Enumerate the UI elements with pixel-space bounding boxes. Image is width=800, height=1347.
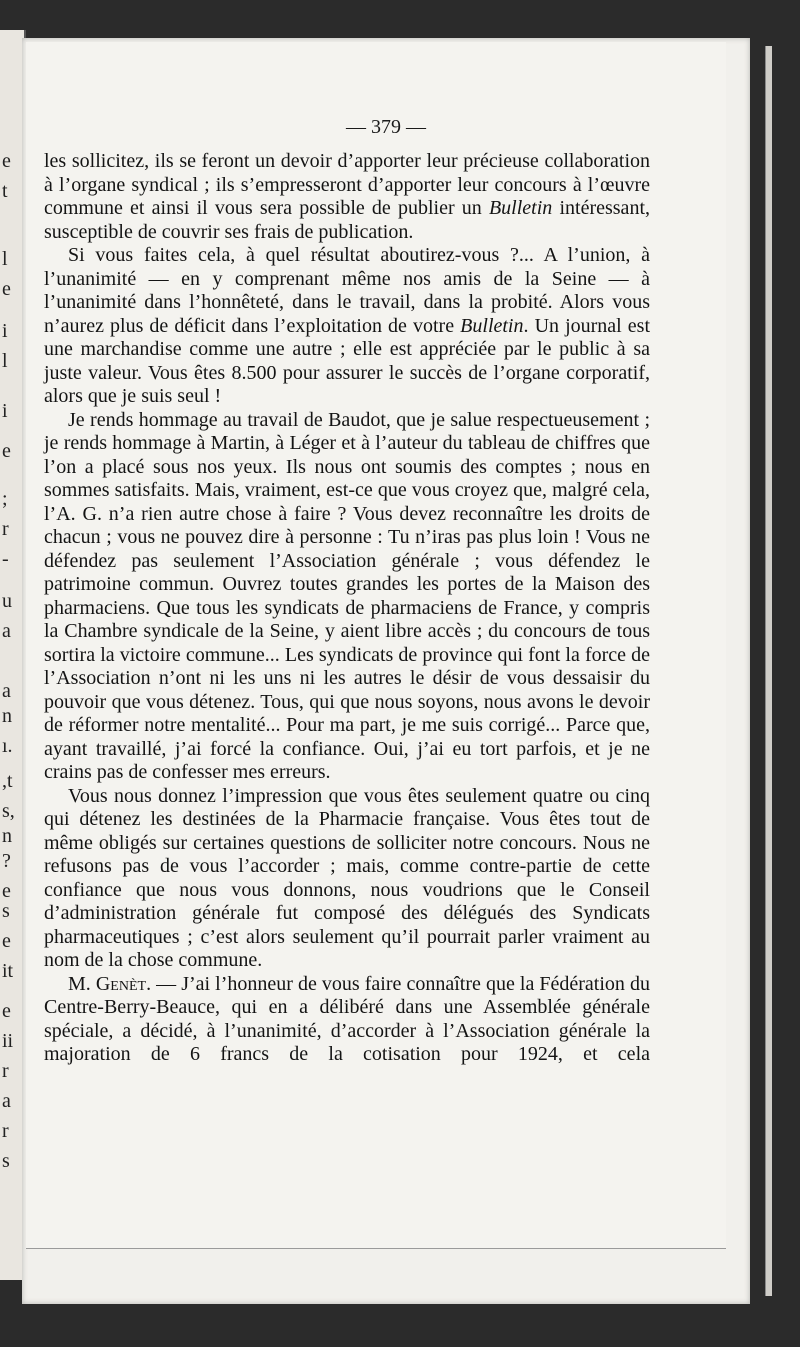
left-edge-glyph: l (2, 248, 8, 270)
text-segment: . — J’ai l’honneur de vous faire connaître que la Fédération du Centre-Berry-Beauce, qui en a délibéré dans une Assemblée générale spéciale, a décidé, à l’unanimité, d’accorder à l’Association générale la majoration de 6 francs de la cotisation pour 1924, et cela (44, 972, 650, 1065)
left-edge-glyph: r (2, 518, 9, 540)
text-segment: Si vous faites cela, à quel résultat aboutirez-vous ?... A l’union, à l’unanimité — en y comprenant même nos amis de la Seine — à l’unanimité dans l’honnêteté, dans le travail, dans la probité. Alors vous n’aurez plus de déficit dans l’exploitation de votre (44, 244, 650, 337)
left-edge-glyph: n (2, 825, 12, 847)
left-edge-glyph: a (2, 680, 11, 702)
left-edge-glyph: ı. (2, 735, 13, 757)
page-sheet (22, 38, 750, 1304)
paragraph (44, 150, 650, 244)
left-edge-glyph: e (2, 1000, 11, 1022)
text-segment: Je rends hommage au travail de Baudot, que je salue respectueusement ; je rends hommage à Martin, à Léger et à l’auteur du tableau de chiffres que l’on a placé sous nos yeux. Ils nous ont soumis des comptes ; nous en sommes satisfaits. Mais, vraiment, est-ce que vous croyez que, malgré cela, l’A. G. n’a rien autre chose à faire ? Vous devez reconnaître les droits de chacun ; vous ne pouvez dire à personne : Tu n’iras pas plus loin ! Vous ne défendez pas seulement l’Association générale ; vous défendez le patrimoine commun. Ouvrez toutes grandes les portes de la Maison des pharmaciens. Que tous les syndicats de pharmaciens de France, y compris la Chambre syndicale de la Seine, y aient libre accès ; du concours de tous sortira la victoire commune... Les syndicats de province qui font la force de l’Association n’ont ni les uns ni les autres le désir de vous dessaisir du pouvoir que vous détenez. Tous, qui que nous soyons, nous avons le devoir de réformer notre mentalité... Pour ma part, je me suis corrigé... Parce que, ayant travaillé, j’ai forcé la confiance. Oui, j’ai eu tort parfois, et je ne crains pas de confesser mes erreurs. (44, 408, 650, 783)
left-edge-glyph: ii (2, 1030, 14, 1052)
text-segment: Bulletin (460, 314, 524, 337)
left-edge-glyph: ,t (2, 770, 13, 792)
left-edge-glyph: e (2, 440, 11, 462)
left-edge-glyph: - (2, 548, 9, 570)
left-edge-glyph: l (2, 350, 8, 372)
left-edge-glyph: a (2, 620, 11, 642)
left-edge-glyph: r (2, 1120, 9, 1142)
left-edge-glyph: u (2, 590, 12, 612)
left-edge-glyph: i (2, 400, 8, 422)
text-segment: M. (68, 972, 96, 995)
left-edge-glyph: r (2, 1060, 9, 1082)
left-edge-glyph: s, (2, 800, 15, 822)
text-segment: intéressant, susceptible de couvrir ses frais de publication. (44, 197, 650, 243)
left-edge-glyph: ? (2, 850, 11, 872)
left-edge-glyph: s (2, 900, 10, 922)
left-edge-glyph: e (2, 150, 11, 172)
left-edge-glyph: e (2, 930, 11, 952)
left-edge-glyph: e (2, 278, 11, 300)
left-edge-glyph: e (2, 880, 11, 902)
left-edge-glyph: n (2, 705, 12, 727)
paragraph (44, 409, 650, 785)
text-segment: les sollicitez, ils se feront un devoir d’apporter leur précieuse collaboration à l’organe syndical ; ils s’empresseront d’apporter leur concours à l’œuvre commune et ainsi il vous sera possible de publier un (44, 150, 650, 219)
text-segment: . Un journal est une marchandise comme une autre ; elle est appréciée par le public à sa juste valeur. Vous êtes 8.500 pour assurer le succès de l’organe corporatif, alors que je suis seul ! (44, 314, 651, 407)
left-edge-glyph: i (2, 320, 8, 342)
left-edge-glyph: a (2, 1090, 11, 1112)
left-edge-glyph: ; (2, 488, 8, 510)
paragraph (44, 973, 650, 1067)
left-edge-glyph: s (2, 1150, 10, 1172)
text-segment: Genèt (95, 972, 147, 995)
left-edge-glyph: it (2, 960, 14, 982)
paragraph (44, 785, 650, 973)
text-segment: Vous nous donnez l’impression que vous êtes seulement quatre ou cinq qui détenez les destinées de la Pharmacie française. Vous êtes tout de même obligés sur certaines questions de solliciter notre concours. Nous ne refusons pas de vous l’accorder ; mais, comme contre-partie de cette confiance que nous vous donnons, nous voudrions que le Conseil d’administration générale fut composé des délégués des Syndicats pharmaceutiques ; c’est alors seulement qu’il pourrait parler vraiment au nom de la chose commune. (44, 784, 650, 971)
left-edge-glyph: t (2, 180, 8, 202)
text-segment: Bulletin (488, 197, 553, 219)
page-number: — 379 — (346, 116, 426, 138)
paragraph (44, 244, 650, 409)
body-text (44, 150, 650, 1067)
right-page-edge (765, 46, 772, 1296)
